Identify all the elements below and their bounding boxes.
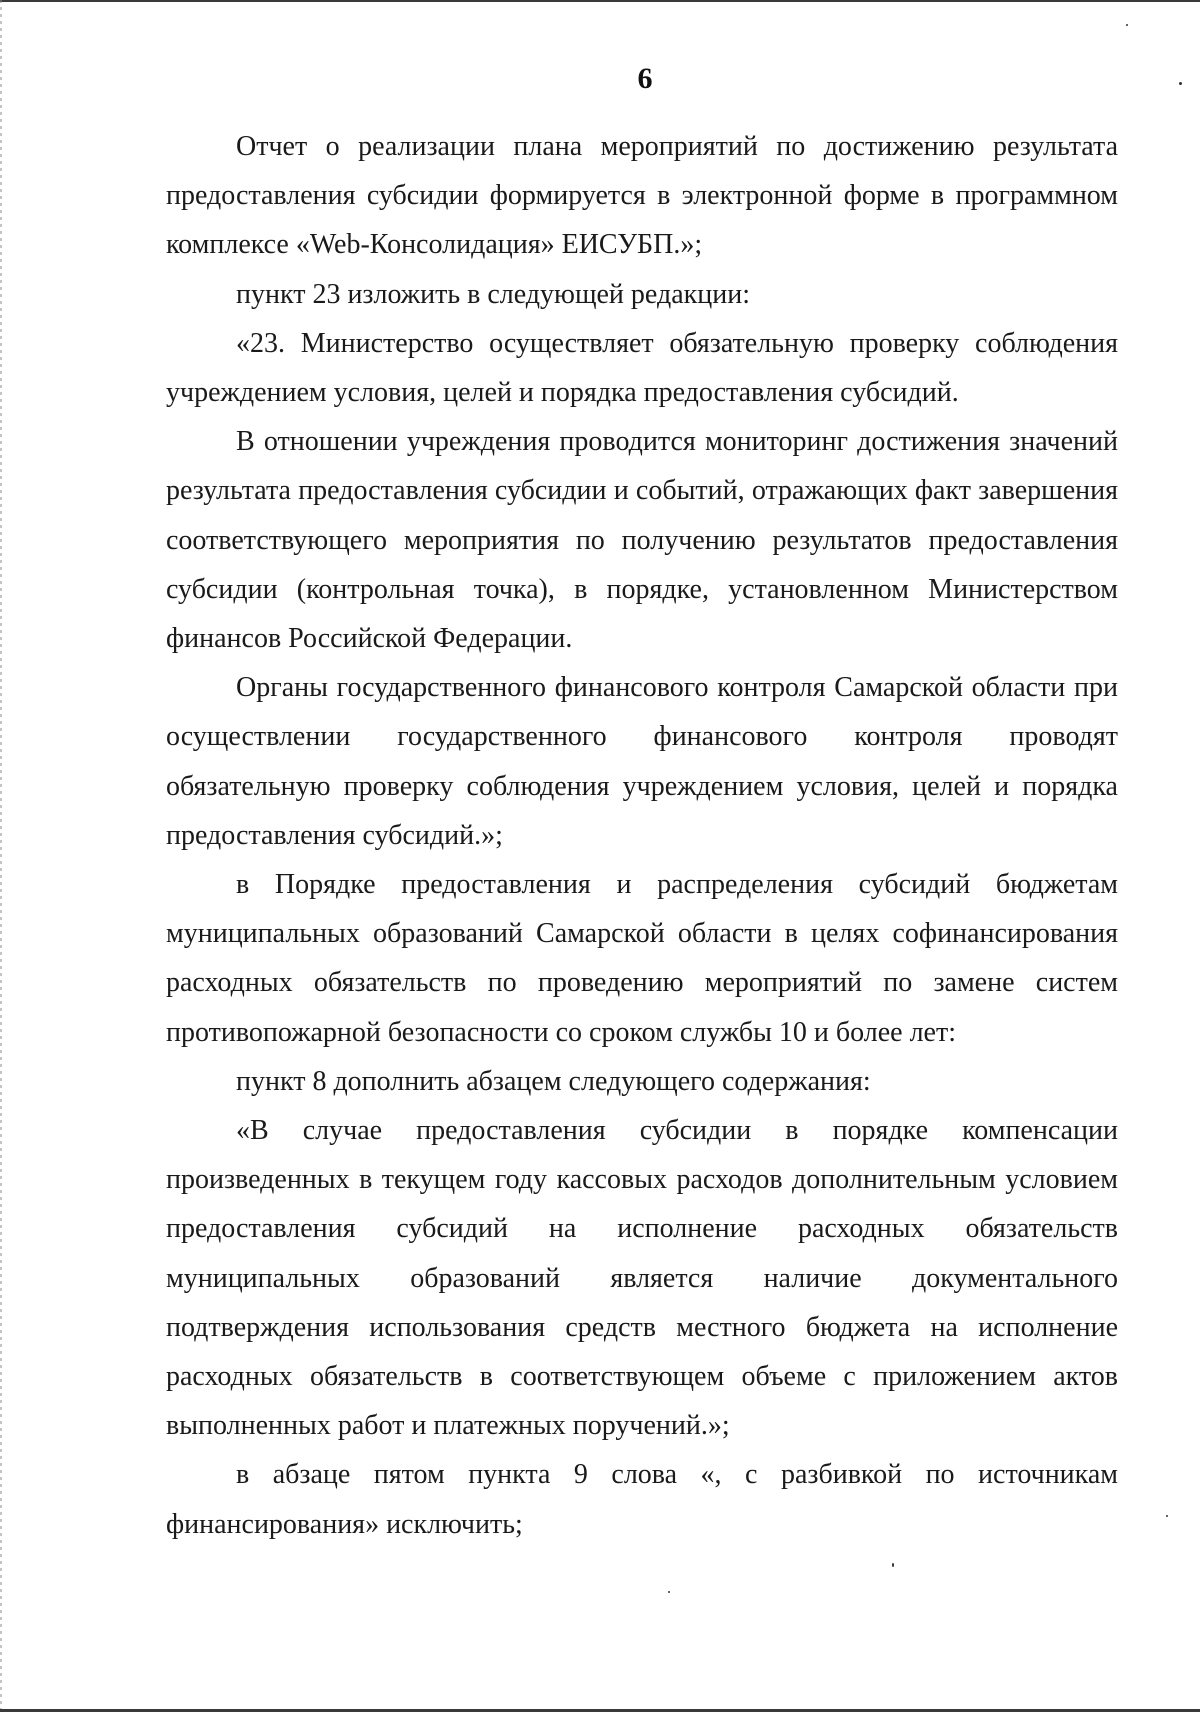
scan-speck [892,1563,894,1567]
page-number: 6 [637,62,653,95]
scan-speck [1126,24,1128,26]
document-body [166,122,1118,1549]
paragraph: Органы государственного финансового контроля Самарской области при осуществлении государственного финансового контроля проводят обязательную проверку соблюдения учреждением условия, целей и порядка предоставления субсидий.»; [166,672,1118,851]
paragraph: в абзаце пятом пункта 9 слова «, с разбивкой по источникам финансирования» исключить; [166,1459,1118,1540]
paragraph: «В случае предоставления субсидии в порядке компенсации произведенных в текущем году кассовых расходов дополнительным условием предоставления субсидий на исполнение расходных обязательств муниципальных образований является наличие документального подтверждения использования средств местного бюджета на исполнение расходных обязательств в соответствующем объеме с приложением актов выполненных работ и платежных поручений.»; [166,1115,1118,1442]
scan-speck [1166,1515,1168,1517]
paragraph: Отчет о реализации плана мероприятий по достижению результата предоставления субсидии формируется в электронной форме в программном комплексе «Web-Консолидация» ЕИСУБП.»; [166,131,1118,261]
scan-edge-left [0,0,2,1712]
scan-edge-top [0,0,1200,2]
paragraph: В отношении учреждения проводится мониторинг достижения значений результата предоставления субсидии и событий, отражающих факт завершения соответствующего мероприятия по получению результатов предоставления субсидии (контрольная точка), в порядке, установленном Министерством финансов Российской Федерации. [166,426,1118,655]
paragraph: в Порядке предоставления и распределения субсидий бюджетам муниципальных образований Самарской области в целях софинансирования расходных обязательств по проведению мероприятий по замене систем противопожарной безопасности со сроком службы 10 и более лет: [166,869,1118,1048]
scan-speck [668,1591,670,1593]
paragraph: пункт 23 изложить в следующей редакции: [236,278,750,310]
paragraph: «23. Министерство осуществляет обязательную проверку соблюдения учреждением условия, целей и порядка предоставления субсидий. [166,327,1118,409]
paragraph: пункт 8 дополнить абзацем следующего содержания: [236,1065,871,1097]
